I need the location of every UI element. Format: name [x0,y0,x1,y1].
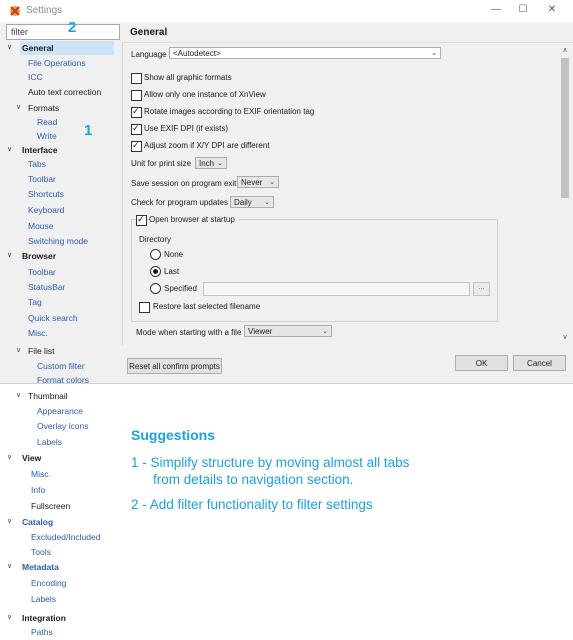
panel-header [122,22,573,43]
chevron-down-icon[interactable]: ∨ [16,104,22,111]
nav-tabs[interactable]: Tabs [28,159,46,169]
directory-last-radio[interactable] [150,266,161,277]
adjust-zoom-checkbox[interactable] [131,141,142,152]
chevron-down-icon[interactable]: ∨ [7,146,13,153]
nav-paths[interactable]: Paths [31,627,53,637]
ok-button[interactable]: OK [455,355,508,371]
nav-quick-search[interactable]: Quick search [28,313,78,323]
close-icon[interactable]: ✕ [547,4,557,15]
chevron-down-icon[interactable]: ∨ [7,563,13,570]
nav-view[interactable]: View [22,453,42,463]
suggestion-1-line-1: 1 - Simplify structure by moving almost all tabs [131,455,410,470]
nav-browser-misc[interactable]: Misc. [28,328,48,338]
annotation-number-2: 2 [68,19,77,36]
chevron-down-icon: ⌄ [269,179,275,186]
window-title: Settings [26,5,63,16]
restore-filename-checkbox[interactable] [139,302,150,313]
unit-select[interactable] [195,157,227,169]
xnview-app-icon [8,4,22,18]
scroll-down-icon[interactable]: ∨ [562,334,568,341]
unit-value: Inch [199,159,215,168]
chevron-down-icon[interactable]: ∨ [16,347,22,354]
nav-file-operations[interactable]: File Operations [28,58,86,68]
start-mode-select[interactable] [244,325,332,337]
save-session-select[interactable] [237,176,279,188]
chevron-down-icon: ⌄ [431,50,437,57]
nav-tag[interactable]: Tag [28,297,42,307]
nav-browser-toolbar[interactable]: Toolbar [28,267,56,277]
chevron-down-icon[interactable]: ∨ [7,44,13,51]
nav-statusbar[interactable]: StatusBar [28,282,66,292]
nav-mouse[interactable]: Mouse [28,221,54,231]
nav-browser[interactable]: Browser [22,251,57,261]
directory-label: Directory [139,235,172,244]
nav-metadata[interactable]: Metadata [22,562,59,572]
nav-excluded-included[interactable]: Excluded/Included [31,532,101,542]
nav-toolbar[interactable]: Toolbar [28,174,56,184]
open-browser-checkbox[interactable] [136,215,147,226]
nav-integration[interactable]: Integration [22,613,66,623]
open-browser-label: Open browser at startup [149,215,238,224]
maximize-icon[interactable]: ☐ [518,4,528,15]
directory-specified-radio[interactable] [150,283,161,294]
nav-catalog[interactable]: Catalog [22,517,54,527]
start-mode-value: Viewer [248,327,273,336]
check-updates-select[interactable] [230,196,274,208]
title-bar [0,0,573,22]
language-label: Language [131,50,167,59]
suggestion-2: 2 - Add filter functionality to filter settings [131,497,373,512]
scrollbar-thumb[interactable] [561,58,569,198]
nav-view-misc[interactable]: Misc. [31,469,51,479]
suggestions-title: Suggestions [131,427,216,443]
save-session-value: Never [241,178,263,187]
single-instance-checkbox[interactable] [131,90,142,101]
unit-label: Unit for print size [131,159,192,168]
language-select[interactable] [169,47,441,59]
nav-write[interactable]: Write [37,131,57,141]
nav-thumbnail-labels[interactable]: Labels [37,437,63,447]
nav-shortcuts[interactable]: Shortcuts [28,189,64,199]
filter-input[interactable] [6,24,120,40]
use-exif-dpi-checkbox[interactable] [131,124,142,135]
rotate-exif-checkbox[interactable] [131,107,142,118]
chevron-down-icon: ⌄ [217,160,223,167]
chevron-down-icon: ⌄ [322,328,328,335]
nav-appearance[interactable]: Appearance [37,406,83,416]
reset-confirm-prompts-button[interactable]: Reset all confirm prompts [127,358,222,374]
nav-file-list[interactable]: File list [28,346,55,356]
start-mode-label: Mode when starting with a file [136,328,242,337]
directory-none-label: None [164,250,184,259]
directory-none-radio[interactable] [150,249,161,260]
nav-keyboard[interactable]: Keyboard [28,205,65,215]
check-updates-label: Check for program updates [131,198,228,207]
cancel-button[interactable]: Cancel [513,355,566,371]
browse-directory-button[interactable]: ... [473,282,490,296]
chevron-down-icon[interactable]: ∨ [7,252,13,259]
check-updates-value: Daily [234,198,252,207]
suggestion-1-line-2: from details to navigation section. [153,472,354,487]
nav-interface[interactable]: Interface [22,145,58,155]
show-all-formats-label: Show all graphic formats [144,73,232,82]
restore-filename-label: Restore last selected filename [153,302,261,311]
chevron-down-icon[interactable]: ∨ [7,454,13,461]
nav-info[interactable]: Info [31,485,46,495]
nav-switching-mode[interactable]: Switching mode [28,236,89,246]
nav-formats[interactable]: Formats [28,103,60,113]
nav-tools[interactable]: Tools [31,547,51,557]
single-instance-label: Allow only one instance of XnView [144,90,266,99]
scroll-up-icon[interactable]: ∧ [562,47,568,54]
directory-last-label: Last [164,267,180,276]
nav-format-colors[interactable]: Format colors [37,375,89,385]
panel-title: General [130,27,168,38]
nav-general[interactable]: General [20,41,114,55]
nav-icc[interactable]: ICC [28,72,43,82]
chevron-down-icon[interactable]: ∨ [16,392,22,399]
chevron-down-icon[interactable]: ∨ [7,518,13,525]
use-exif-dpi-label: Use EXIF DPI (if exists) [144,124,229,133]
nav-metadata-labels[interactable]: Labels [31,594,57,604]
adjust-zoom-label: Adjust zoom if X/Y DPI are different [144,141,270,150]
nav-thumbnail[interactable]: Thumbnail [28,391,68,401]
rotate-exif-label: Rotate images according to EXIF orientation tag [144,107,315,116]
minimize-icon[interactable]: — [491,4,501,15]
nav-auto-text-correction[interactable]: Auto text correction [28,87,102,97]
nav-custom-filter[interactable]: Custom filter [37,361,85,371]
nav-read[interactable]: Read [37,117,58,127]
nav-fullscreen[interactable]: Fullscreen [31,501,71,511]
chevron-down-icon[interactable]: ∨ [7,614,13,621]
specified-directory-input[interactable] [203,282,470,296]
save-session-label: Save session on program exit [131,179,237,188]
show-all-formats-checkbox[interactable] [131,73,142,84]
language-value: <Autodetect> [173,49,221,58]
nav-overlay-icons[interactable]: Overlay icons [37,421,89,431]
directory-specified-label: Specified [164,284,197,293]
chevron-down-icon: ⌄ [264,199,270,206]
annotation-number-1: 1 [84,122,93,139]
nav-encoding[interactable]: Encoding [31,578,67,588]
